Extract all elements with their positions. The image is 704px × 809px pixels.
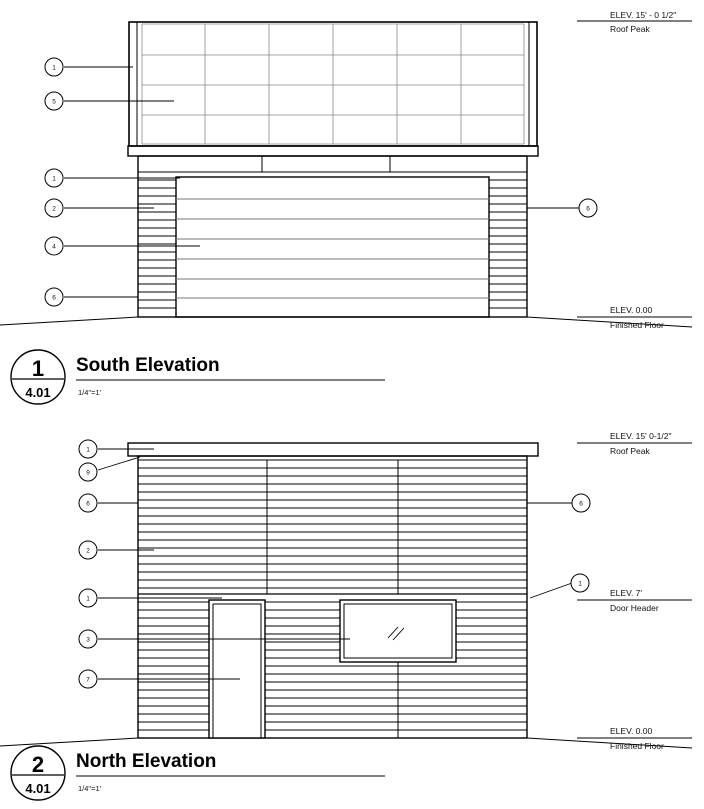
north-tag-2 bbox=[79, 541, 97, 559]
svg-text:2: 2 bbox=[86, 547, 90, 555]
svg-text:Roof Peak: Roof Peak bbox=[610, 446, 650, 456]
south-tag-2 bbox=[45, 199, 63, 217]
svg-text:ELEV. 0.00: ELEV. 0.00 bbox=[610, 305, 653, 315]
north-siding-upper bbox=[138, 468, 527, 588]
svg-text:1: 1 bbox=[52, 64, 56, 72]
svg-text:1: 1 bbox=[52, 175, 56, 183]
north-elev-mid-marker bbox=[577, 588, 692, 613]
south-tag-6-right bbox=[579, 199, 597, 217]
roof-fascia bbox=[128, 146, 538, 156]
north-tag-1a bbox=[79, 440, 97, 458]
garage-door-panels bbox=[176, 199, 489, 298]
svg-text:9: 9 bbox=[86, 469, 90, 477]
north-wall bbox=[138, 456, 527, 738]
south-tag-4 bbox=[45, 237, 63, 255]
south-elev-top-marker bbox=[577, 10, 692, 34]
north-title: North Elevation bbox=[76, 751, 217, 772]
svg-text:6: 6 bbox=[579, 500, 583, 508]
svg-text:Roof Peak: Roof Peak bbox=[610, 24, 650, 34]
north-scale: 1/4"=1' bbox=[78, 784, 102, 793]
north-tag-7 bbox=[79, 670, 97, 688]
svg-text:Door Header: Door Header bbox=[610, 603, 659, 613]
north-elev-top-marker bbox=[577, 431, 692, 456]
svg-text:3: 3 bbox=[86, 636, 90, 644]
north-window-frame bbox=[340, 600, 456, 662]
south-tag-1a bbox=[45, 58, 63, 76]
svg-text:5: 5 bbox=[52, 98, 56, 106]
svg-text:6: 6 bbox=[586, 205, 590, 213]
south-siding-right bbox=[489, 180, 527, 308]
north-door-frame bbox=[209, 600, 265, 738]
south-tag-5 bbox=[45, 92, 63, 110]
north-roof-fascia bbox=[128, 443, 538, 456]
svg-text:7: 7 bbox=[86, 676, 90, 684]
south-siding-left bbox=[138, 180, 176, 308]
svg-text:ELEV. 0.00: ELEV. 0.00 bbox=[610, 726, 653, 736]
north-siding-lower-right bbox=[456, 602, 527, 658]
svg-text:1: 1 bbox=[578, 580, 582, 588]
svg-text:Finished Floor: Finished Floor bbox=[610, 320, 664, 330]
svg-text:ELEV. 15' - 0 1/2": ELEV. 15' - 0 1/2" bbox=[610, 10, 677, 20]
south-wall bbox=[138, 156, 527, 317]
north-tag-6-right bbox=[572, 494, 590, 512]
svg-text:4: 4 bbox=[52, 243, 56, 251]
south-leader-tags bbox=[64, 67, 579, 297]
garage-door bbox=[176, 177, 489, 317]
south-title: South Elevation bbox=[76, 355, 220, 376]
south-tag-6-left bbox=[45, 288, 63, 306]
svg-text:ELEV. 15' 0-1/2": ELEV. 15' 0-1/2" bbox=[610, 431, 672, 441]
north-tag-1b bbox=[79, 589, 97, 607]
north-siding-lower-left bbox=[138, 602, 209, 730]
svg-text:ELEV. 7': ELEV. 7' bbox=[610, 588, 643, 598]
svg-text:1: 1 bbox=[86, 446, 90, 454]
north-tag-6-left bbox=[79, 494, 97, 512]
south-sheet-number: 4.01 bbox=[25, 385, 51, 400]
south-drawing-number: 1 bbox=[31, 356, 45, 381]
svg-text:2: 2 bbox=[52, 205, 56, 213]
south-scale: 1/4"=1' bbox=[78, 388, 102, 397]
svg-text:6: 6 bbox=[86, 500, 90, 508]
svg-text:6: 6 bbox=[52, 294, 56, 302]
north-elevation-drawing bbox=[0, 443, 692, 748]
north-drawing-number: 2 bbox=[31, 752, 45, 777]
svg-text:Finished Floor: Finished Floor bbox=[610, 741, 664, 751]
south-tag-1b bbox=[45, 169, 63, 187]
north-tag-3 bbox=[79, 630, 97, 648]
north-sheet-number: 4.01 bbox=[25, 781, 51, 796]
solar-panel-grid bbox=[142, 24, 524, 144]
svg-text:1: 1 bbox=[86, 595, 90, 603]
north-title-block bbox=[11, 746, 385, 800]
north-tag-9 bbox=[79, 463, 97, 481]
south-title-block bbox=[11, 350, 385, 404]
south-elevation-drawing bbox=[0, 22, 692, 327]
north-tag-1-right bbox=[571, 574, 589, 592]
